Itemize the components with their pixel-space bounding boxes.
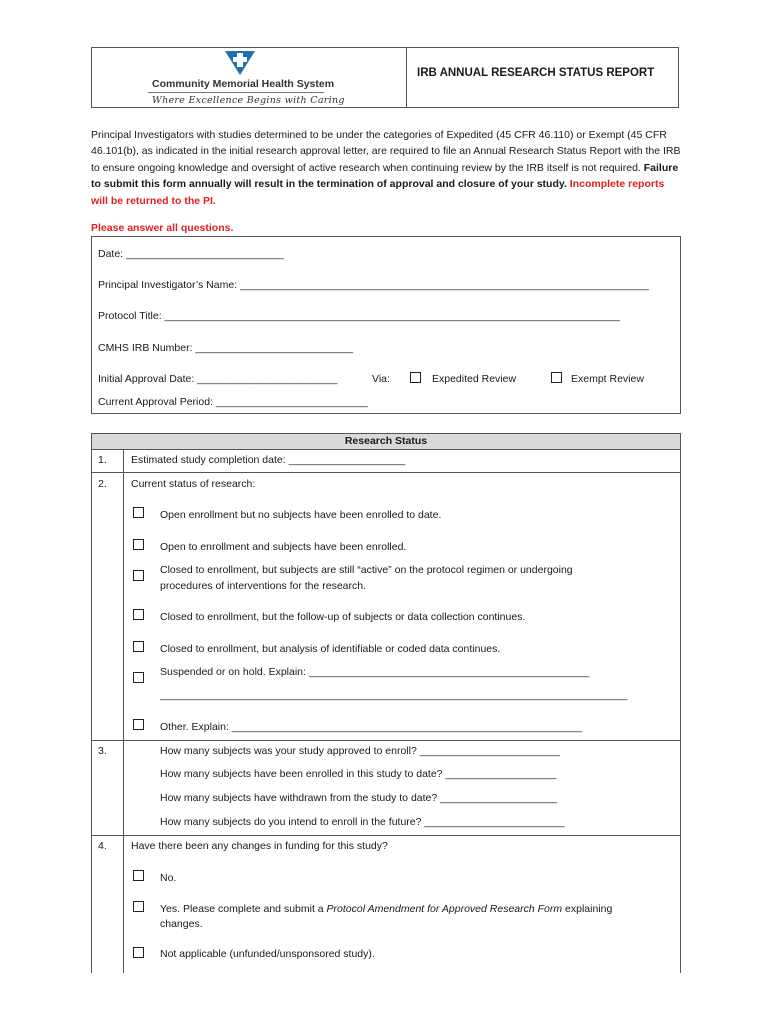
q2-label: Current status of research: bbox=[131, 478, 256, 490]
q4-number: 4. bbox=[98, 840, 107, 852]
q4-label: Have there been any changes in funding for this study? bbox=[131, 840, 388, 852]
closed-active-checkbox[interactable] bbox=[133, 570, 144, 581]
intro-warning: Failure to submit this form annually will result in the termination of approval and closure of your study. bbox=[91, 161, 679, 191]
approved-enroll-field[interactable]: How many subjects was your study approved to enroll? ________________________ bbox=[160, 745, 560, 757]
funding-yes-checkbox[interactable] bbox=[133, 901, 144, 912]
q2-number: 2. bbox=[98, 478, 107, 490]
amendment-form-name: Protocol Amendment for Approved Research Form bbox=[326, 903, 563, 915]
research-status-heading: Research Status bbox=[91, 433, 681, 450]
funding-no-label: No. bbox=[160, 872, 177, 884]
completion-date-field[interactable]: Estimated study completion date: ____________________ bbox=[131, 454, 406, 466]
funding-yes-text-end: explaining bbox=[562, 903, 613, 915]
protocol-title-field[interactable]: Protocol Title: ______________________________________________________________________________ bbox=[98, 310, 621, 322]
funding-yes-label-2: changes. bbox=[160, 918, 203, 930]
initial-approval-date-field[interactable]: Initial Approval Date: ________________________ bbox=[98, 373, 338, 385]
expedited-review-checkbox[interactable] bbox=[410, 372, 421, 383]
tagline: Where Excellence Begins with Caring bbox=[152, 95, 345, 106]
irb-number-field[interactable]: CMHS IRB Number: ___________________________ bbox=[98, 342, 354, 354]
header-divider bbox=[406, 47, 407, 108]
other-explain-field[interactable]: Other. Explain: ____________________________________________________________ bbox=[160, 721, 583, 733]
closed-active-label-2: procedures of interventions for the research. bbox=[160, 580, 367, 592]
intro-text: Principal Investigators with studies determined to be under the categories of Expedited (45 CFR 46.110) or Exempt (45 CFR 46.101(b), as indicated in the initial research approval letter, are required to file an Annual Research Status Report with the IRB to ensure ongoing knowledge and oversight of active research when continuing review by the IRB itself is not required. bbox=[91, 129, 681, 174]
exempt-review-label: Exempt Review bbox=[571, 373, 644, 385]
row-divider bbox=[91, 472, 681, 473]
closed-followup-checkbox[interactable] bbox=[133, 609, 144, 620]
funding-na-label: Not applicable (unfunded/unsponsored study). bbox=[160, 948, 375, 960]
withdrawn-field[interactable]: How many subjects have withdrawn from the study to date? ____________________ bbox=[160, 792, 557, 804]
pi-name-field[interactable]: Principal Investigator’s Name: ______________________________________________________________________ bbox=[98, 279, 649, 291]
suspended-explain-field[interactable]: Suspended or on hold. Explain: ________________________________________________ bbox=[160, 666, 590, 678]
org-rule bbox=[148, 92, 324, 93]
form-title: IRB ANNUAL RESEARCH STATUS REPORT bbox=[417, 67, 655, 79]
suspended-explain-line-2[interactable]: ________________________________________________________________________________ bbox=[160, 689, 628, 701]
other-checkbox[interactable] bbox=[133, 719, 144, 730]
date-field[interactable]: Date: ___________________________ bbox=[98, 248, 284, 260]
expedited-review-label: Expedited Review bbox=[432, 373, 517, 385]
suspended-checkbox[interactable] bbox=[133, 672, 144, 683]
number-column-divider bbox=[123, 450, 124, 973]
q3-number: 3. bbox=[98, 745, 107, 757]
exempt-review-checkbox[interactable] bbox=[551, 372, 562, 383]
closed-analysis-checkbox[interactable] bbox=[133, 641, 144, 652]
current-approval-period-field[interactable]: Current Approval Period: __________________________ bbox=[98, 396, 368, 408]
open-no-subjects-checkbox[interactable] bbox=[133, 507, 144, 518]
row-divider bbox=[91, 740, 681, 741]
q1-number: 1. bbox=[98, 454, 107, 466]
funding-na-checkbox[interactable] bbox=[133, 947, 144, 958]
enrolled-to-date-field[interactable]: How many subjects have been enrolled in this study to date? ___________________ bbox=[160, 768, 557, 780]
closed-followup-label: Closed to enrollment, but the follow-up of subjects or data collection continues. bbox=[160, 611, 526, 623]
open-enrolled-label: Open to enrollment and subjects have been enrolled. bbox=[160, 541, 407, 553]
intro-paragraph bbox=[91, 127, 681, 209]
via-label: Via: bbox=[372, 373, 390, 385]
open-enrolled-checkbox[interactable] bbox=[133, 539, 144, 550]
please-answer-note: Please answer all questions. bbox=[91, 222, 234, 234]
future-enroll-field[interactable]: How many subjects do you intend to enroll in the future? ________________________ bbox=[160, 816, 565, 828]
closed-analysis-label: Closed to enrollment, but analysis of identifiable or coded data continues. bbox=[160, 643, 501, 655]
funding-no-checkbox[interactable] bbox=[133, 870, 144, 881]
closed-active-label: Closed to enrollment, but subjects are still “active” on the protocol regimen or undergoing bbox=[160, 564, 573, 576]
open-no-subjects-label: Open enrollment but no subjects have been enrolled to date. bbox=[160, 509, 442, 521]
study-info-box bbox=[91, 236, 681, 414]
intro-incomplete-note: Incomplete reports will be returned to the PI. bbox=[91, 178, 665, 207]
cmhs-logo-icon bbox=[224, 50, 256, 76]
funding-yes-text: Yes. Please complete and submit a bbox=[160, 903, 327, 915]
org-name: Community Memorial Health System bbox=[152, 78, 335, 90]
funding-yes-label bbox=[160, 903, 612, 915]
row-divider bbox=[91, 835, 681, 836]
